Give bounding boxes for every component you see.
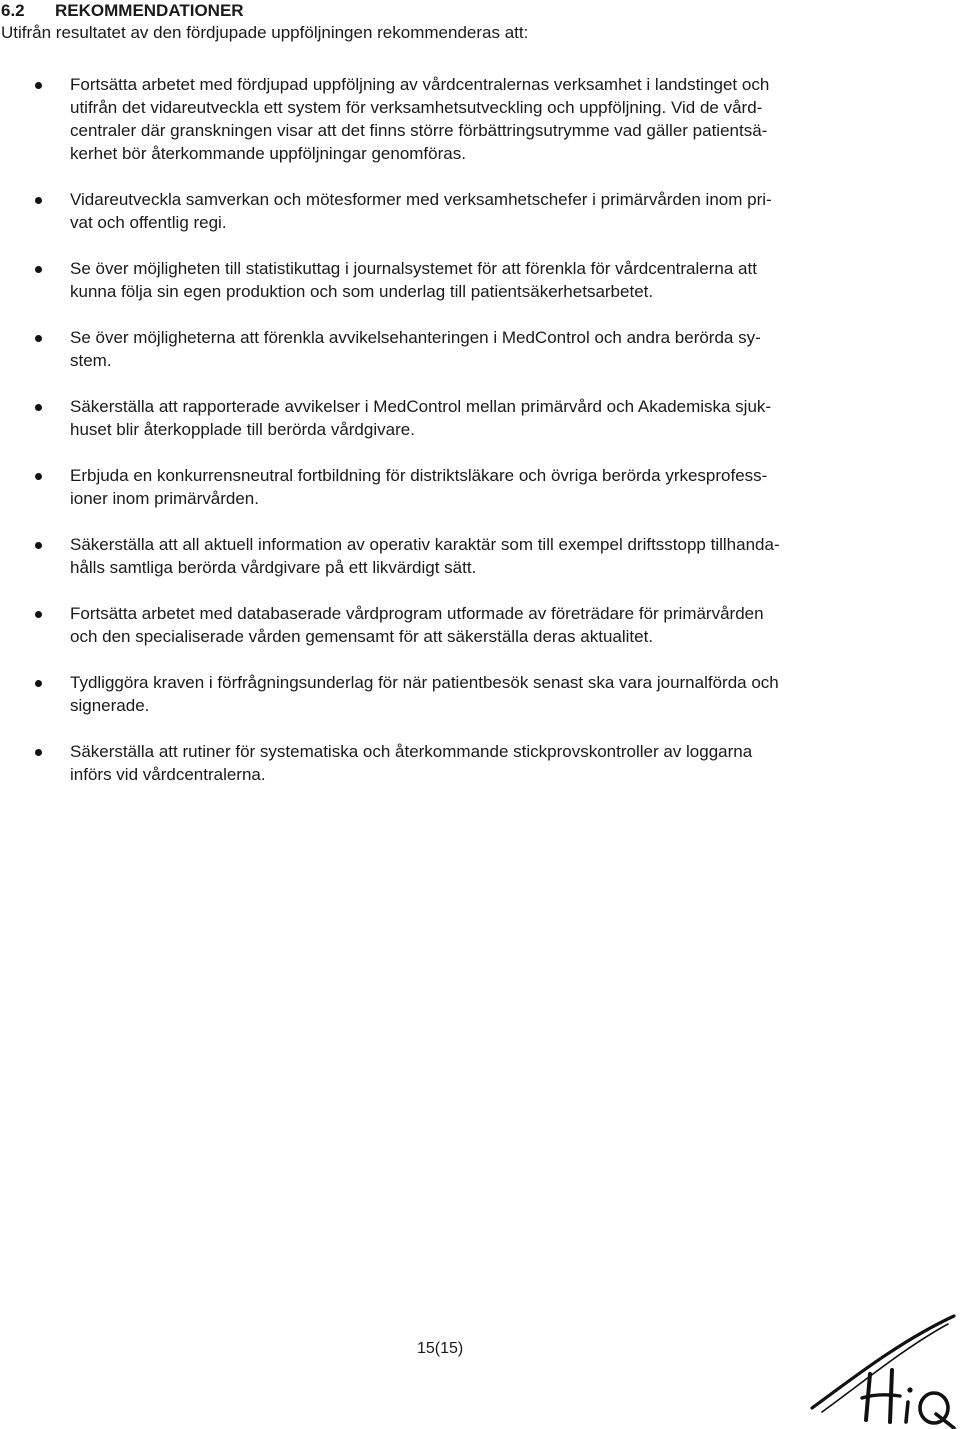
recommendation-item xyxy=(0,188,890,234)
section-intro: Utifrån resultatet av den fördjupade uppföljningen rekommenderas att: xyxy=(1,23,529,42)
recommendation-line: vat och offentlig regi. xyxy=(70,213,227,232)
recommendation-line: Säkerställa att rutiner för systematiska och återkommande stickprovskontroller av loggarna xyxy=(70,742,753,761)
recommendation-line: Fortsätta arbetet med fördjupad uppföljning av vårdcentralernas verksamhet i landstinget och xyxy=(70,75,770,94)
recommendation-item xyxy=(0,395,890,441)
recommendation-line: signerade. xyxy=(70,696,150,715)
section-heading xyxy=(1,0,244,22)
recommendation-line: Erbjuda en konkurrensneutral fortbildning för distriktsläkare och övriga berörda yrkesprofess- xyxy=(70,466,768,485)
recommendation-line: Säkerställa att rapporterade avvikelser i MedControl mellan primärvård och Akademiska sjuk- xyxy=(70,397,772,416)
page-number: 15(15) xyxy=(417,1340,464,1357)
recommendation-line: och den specialiserade vården gemensamt för att säkerställa deras aktualitet. xyxy=(70,627,654,646)
bullet-dot-icon xyxy=(35,266,42,273)
recommendation-item xyxy=(0,73,890,165)
recommendation-item xyxy=(0,671,890,717)
bullet-dot-icon xyxy=(35,473,42,480)
recommendation-line: Se över möjligheterna att förenkla avvikelsehanteringen i MedControl och andra berörda sy- xyxy=(70,328,761,347)
section-number: 6.2 xyxy=(1,1,25,20)
recommendation-line: ioner inom primärvården. xyxy=(70,489,259,508)
recommendation-list xyxy=(0,73,960,809)
recommendation-line: centraler där granskningen visar att det finns större förbättringsutrymme vad gäller patientsä- xyxy=(70,121,768,140)
hiq-logo xyxy=(808,1312,958,1429)
recommendation-item xyxy=(0,740,890,786)
recommendation-line: utifrån det vidareutveckla ett system för verksamhetsutveckling och uppföljning. Vid de vård- xyxy=(70,98,763,117)
recommendation-item xyxy=(0,464,890,510)
recommendation-line: hålls samtliga berörda vårdgivare på ett likvärdigt sätt. xyxy=(70,558,477,577)
section-title: REKOMMENDATIONER xyxy=(55,1,244,20)
recommendation-line: kerhet bör återkommande uppföljningar genomföras. xyxy=(70,144,466,163)
recommendation-line: Fortsätta arbetet med databaserade vårdprogram utformade av företrädare för primärvården xyxy=(70,604,764,623)
bullet-dot-icon xyxy=(35,611,42,618)
bullet-dot-icon xyxy=(35,82,42,89)
recommendation-line: införs vid vårdcentralerna. xyxy=(70,765,266,784)
recommendation-item xyxy=(0,533,890,579)
bullet-dot-icon xyxy=(35,542,42,549)
recommendation-item xyxy=(0,326,890,372)
recommendation-line: kunna följa sin egen produktion och som underlag till patientsäkerhetsarbetet. xyxy=(70,282,654,301)
bullet-dot-icon xyxy=(35,680,42,687)
recommendation-line: Vidareutveckla samverkan och mötesformer med verksamhetschefer i primärvården inom pri- xyxy=(70,190,772,209)
recommendation-line: huset blir återkopplade till berörda vårdgivare. xyxy=(70,420,415,439)
bullet-dot-icon xyxy=(35,335,42,342)
bullet-dot-icon xyxy=(35,197,42,204)
recommendation-item xyxy=(0,602,890,648)
recommendation-line: Se över möjligheten till statistikuttag i journalsystemet för att förenkla för vårdcentralerna att xyxy=(70,259,757,278)
recommendation-line: Säkerställa att all aktuell information av operativ karaktär som till exempel driftsstopp tillhanda- xyxy=(70,535,780,554)
bullet-dot-icon xyxy=(35,749,42,756)
recommendation-line: stem. xyxy=(70,351,112,370)
bullet-dot-icon xyxy=(35,404,42,411)
recommendation-line: Tydliggöra kraven i förfrågningsunderlag för när patientbesök senast ska vara journalförda och xyxy=(70,673,779,692)
recommendation-item xyxy=(0,257,890,303)
